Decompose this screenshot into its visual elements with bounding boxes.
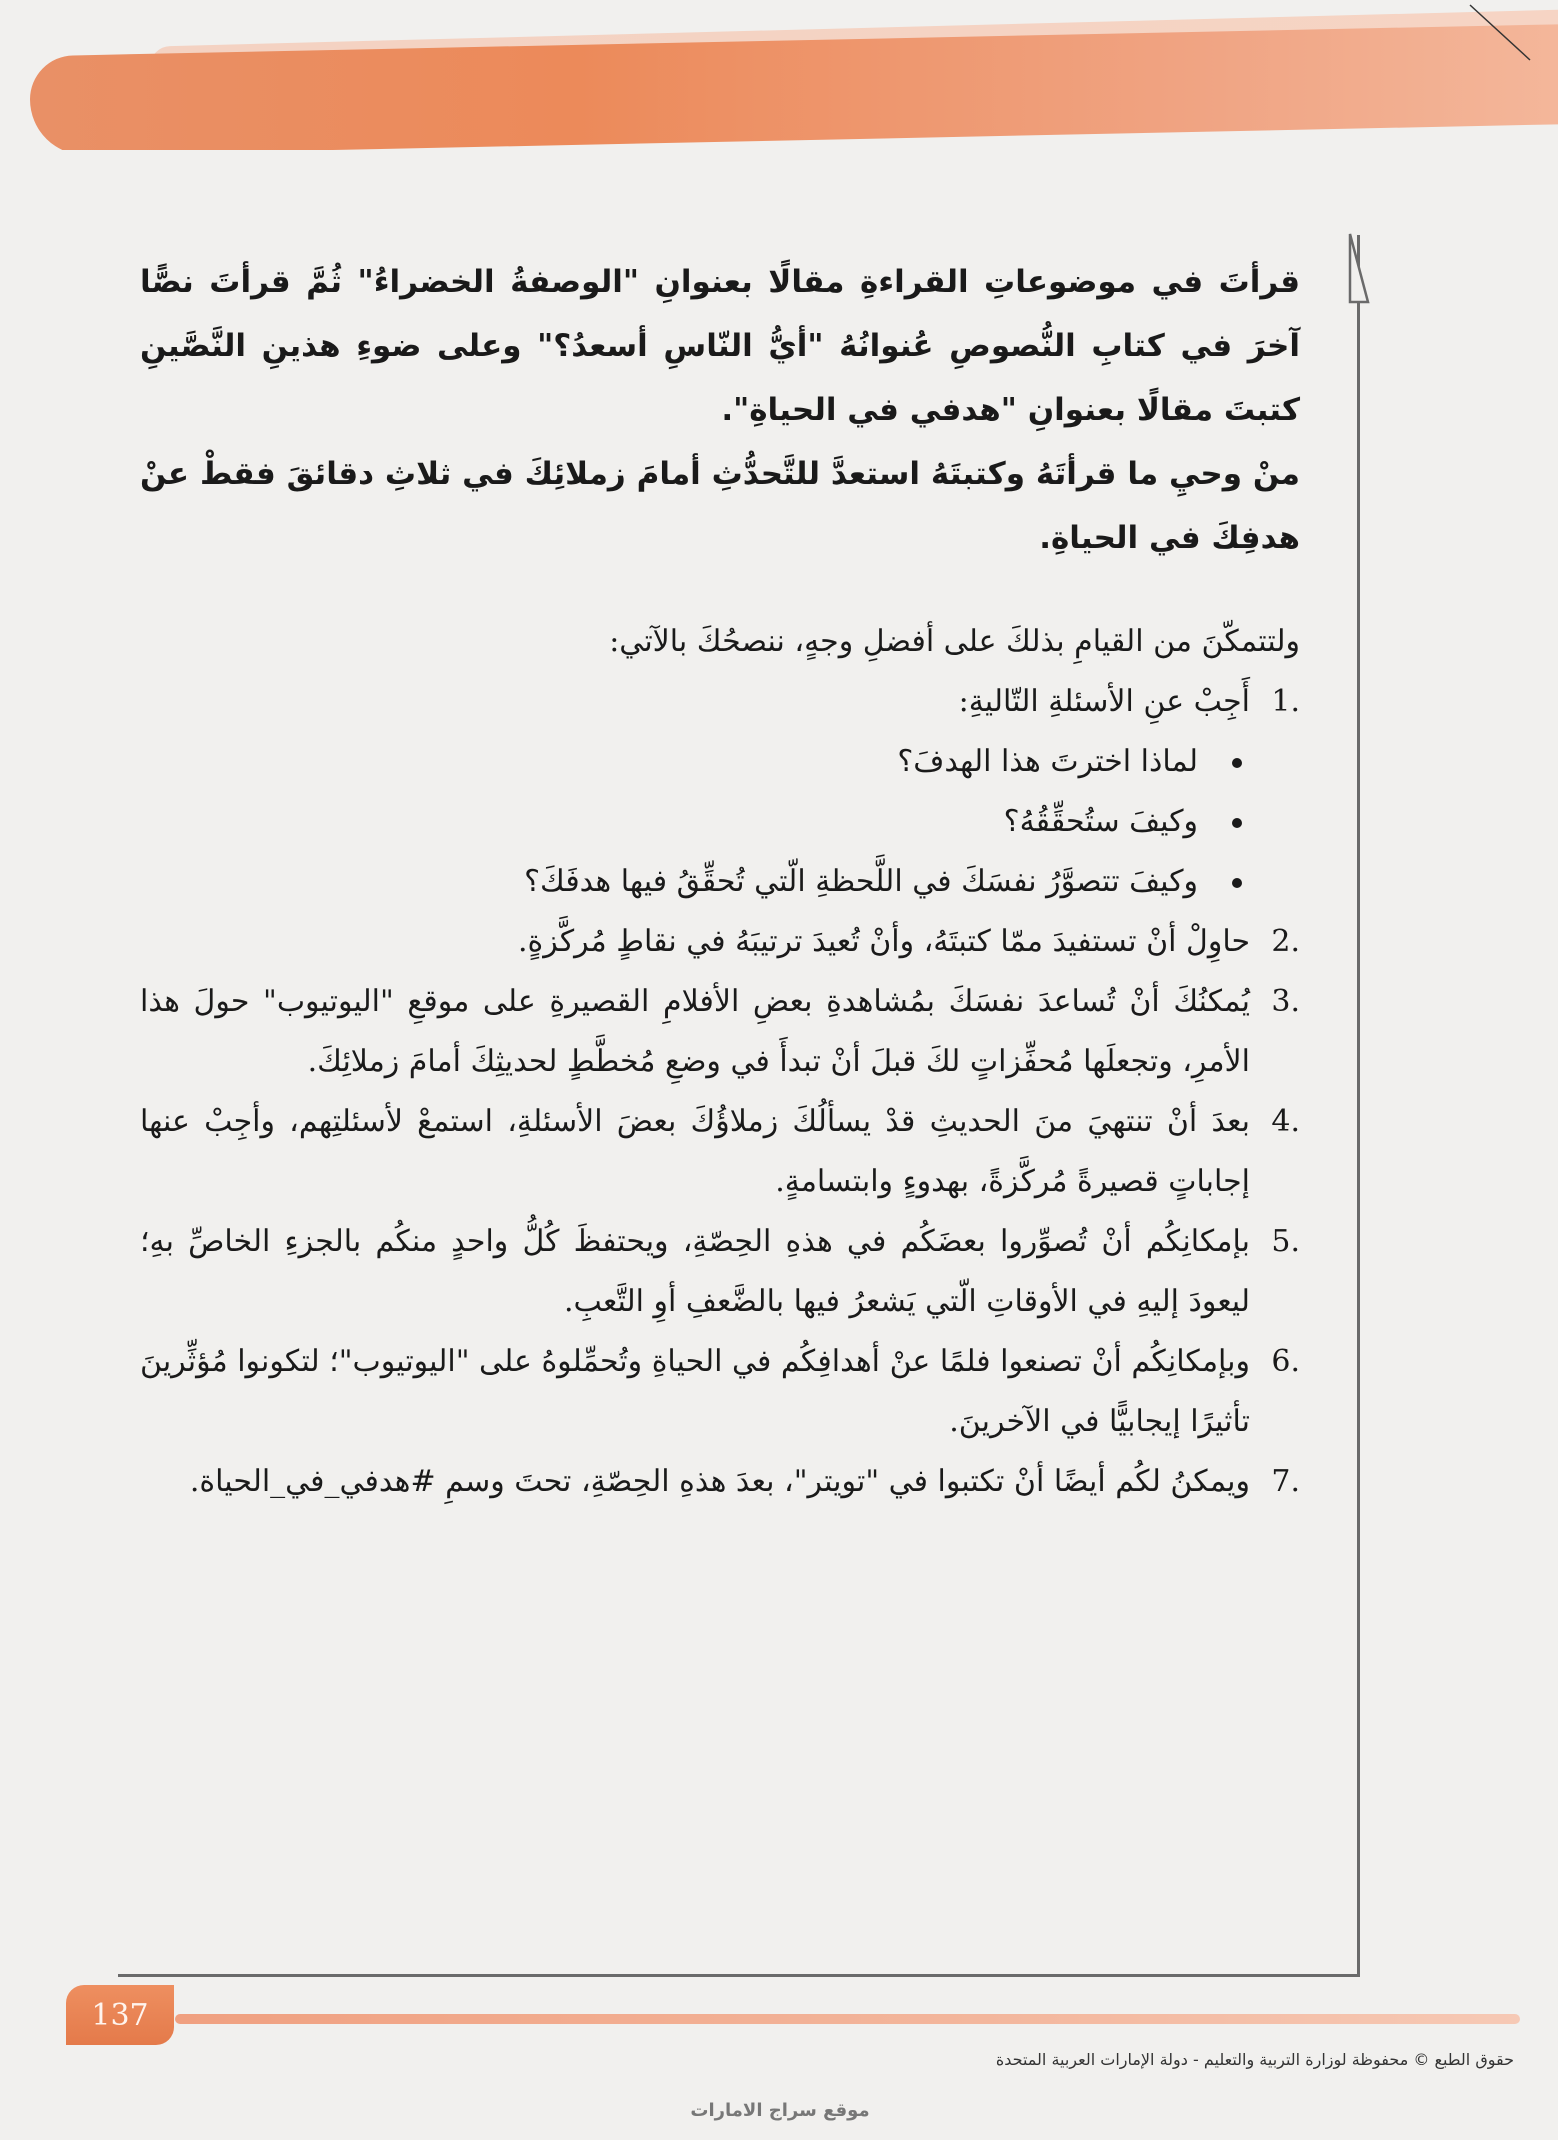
copyright-notice: حقوق الطبع © محفوظة لوزارة التربية والتعليم - دولة الإمارات العربية المتحدة [995,2050,1514,2069]
item-text: وبإمكانِكُم أنْ تصنعوا فلمًا عنْ أهدافِكُم في الحياةِ وتُحمِّلوهُ على "اليوتيوب"؛ لتكونوا مُؤثِّرينَ تأثيرًا إيجابيًّا في الآخرينَ. [140,1344,1250,1439]
activity-content [140,250,1300,1512]
instructions-lead: ولتتمكّنَ من القيامِ بذلكَ على أفضلِ وجهٍ، ننصحُكَ بالآتي: [609,624,1300,659]
list-item [140,672,1300,912]
item-number: .5 [1271,1224,1300,1259]
header-band-stripe [30,24,1558,150]
bullet-item [140,792,1250,852]
bullet-dot-icon [1232,878,1242,888]
bullet-dot-icon [1232,758,1242,768]
item-number: .4 [1271,1104,1300,1139]
bullet-text: وكيفَ ستُحقِّقُهُ؟ [1003,804,1198,839]
header-band [0,0,1558,150]
list-item [140,912,1300,972]
item-text: ويمكنُ لكُم أيضًا أنْ تكتبوا في "تويتر"، بعدَ هذهِ الحِصّةِ، تحتَ وسمِ #هدفي_في_الحياة. [189,1464,1250,1499]
list-item [140,1092,1300,1212]
item-text: يُمكنُكَ أنْ تُساعدَ نفسَكَ بمُشاهدةِ بعضِ الأفلامِ القصيرةِ على موقعِ "اليوتيوب" حولَ هذا الأمرِ، وتجعلَها مُحفِّزاتٍ لكَ قبلَ أنْ تبدأَ في وضعِ مُخطَّطٍ لحديثِكَ أمامَ زملائِكَ. [140,984,1250,1079]
intro-paragraph-2: منْ وحيِ ما قرأتَهُ وكتبتَهُ استعدَّ للتَّحدُّثِ أمامَ زملائِكَ في ثلاثِ دقائقَ فقطْ عنْ هدفِكَ في الحياةِ. [140,456,1300,556]
footer-bar [175,2014,1520,2024]
item-number: .2 [1271,924,1300,959]
bullet-item [140,732,1250,792]
list-item [140,972,1300,1092]
bullet-text: وكيفَ تتصوَّرُ نفسَكَ في اللَّحظةِ الّتي تُحقِّقُ فيها هدفَكَ؟ [524,864,1198,899]
item-text: بعدَ أنْ تنتهيَ منَ الحديثِ قدْ يسألُكَ زملاؤُكَ بعضَ الأسئلةِ، استمعْ لأسئلتِهم، وأجِبْ عنها إجاباتٍ قصيرةً مُركَّزةً، بهدوءٍ وابتسامةٍ. [140,1104,1250,1199]
bullet-item [140,852,1250,912]
list-item [140,1332,1300,1452]
corner-mark [1460,0,1550,80]
list-item [140,1212,1300,1332]
item-number: .1 [1271,684,1300,719]
intro-paragraph-1: قرأتَ في موضوعاتِ القراءةِ مقالًا بعنوانِ "الوصفةُ الخضراءُ" ثُمَّ قرأتَ نصًّا آخرَ في كتابِ النُّصوصِ عُنوانُهُ "أيُّ النّاسِ أسعدُ؟" وعلى ضوءِ هذينِ النَّصَّينِ كتبتَ مقالًا بعنوانِ "هدفي في الحياةِ". [140,264,1300,428]
item-number: .7 [1271,1464,1300,1499]
bullet-dot-icon [1232,818,1242,828]
list-item [140,1452,1300,1512]
question-bullets [140,732,1250,912]
bullet-text: لماذا اخترتَ هذا الهدفَ؟ [897,744,1198,779]
page-number: 137 [66,1985,174,2045]
frame-corner-tab [1348,232,1370,312]
instructions-list [140,672,1300,1512]
item-text: أَجِبْ عنِ الأسئلةِ التّاليةِ: [958,684,1250,719]
site-label: موقع سراج الامارات [690,2100,870,2121]
item-text: بإمكانِكُم أنْ تُصوِّروا بعضَكُم في هذهِ الحِصّةِ، ويحتفظَ كُلُّ واحدٍ منكُم بالجزءِ الخاصِّ بهِ؛ ليعودَ إليهِ في الأوقاتِ الّتي يَشعرُ فيها بالضَّعفِ أوِ التَّعبِ. [140,1224,1250,1319]
item-number: .3 [1271,984,1300,1019]
item-text: حاوِلْ أنْ تستفيدَ ممّا كتبتَهُ، وأنْ تُعيدَ ترتيبَهُ في نقاطٍ مُركَّزةٍ. [518,924,1250,959]
activity-intro [140,250,1300,570]
item-number: .6 [1271,1344,1300,1379]
